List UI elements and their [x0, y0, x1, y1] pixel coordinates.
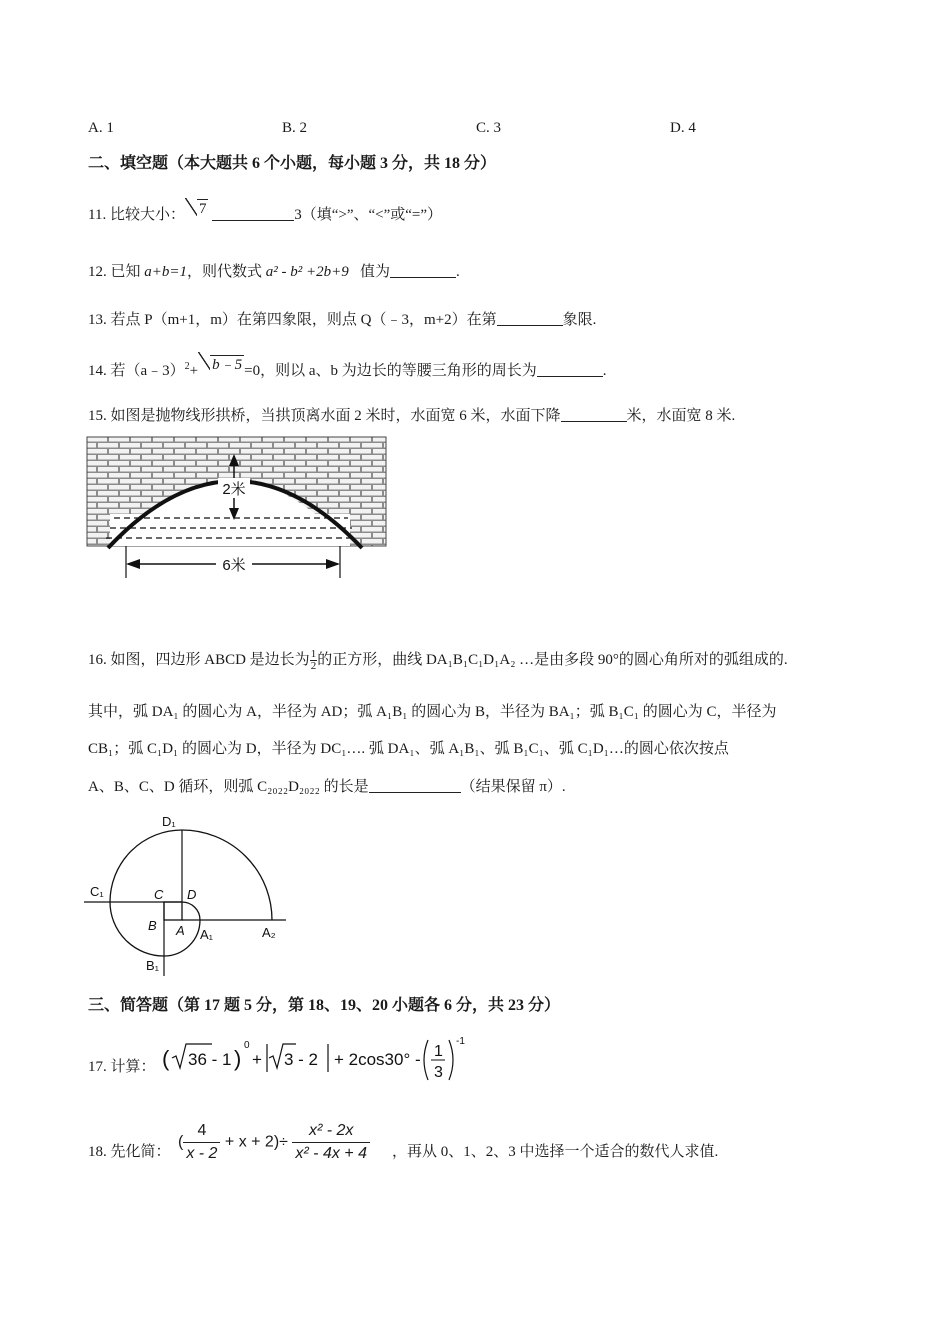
question-17-label: 17. 计算：: [88, 1059, 156, 1075]
q14-sqrt: [198, 350, 244, 380]
choice-d: D. 4: [670, 120, 696, 136]
question-16-line-4: [88, 777, 566, 797]
q18-fraction-1: $\frac{4}{x - 2}$: [183, 1120, 220, 1165]
q12-expression: a² - b² +2b+9: [265, 264, 349, 280]
svg-text:+: +: [252, 1050, 262, 1069]
question-13: [88, 310, 596, 330]
q11-answer-blank[interactable]: [212, 206, 294, 221]
question-12: 12. 已知 a+b=1，则代数式 a² - b² +2b+9 值为 .: [88, 264, 460, 280]
svg-text:-1: -1: [456, 1036, 465, 1047]
svg-text:3: 3: [434, 1064, 443, 1081]
question-16-line-3: CB₁；弧 C₁D₁ 的圆心为 D，半径为 DC₁…. 弧 DA₁、弧 A₁B₁、弧 B₁C₁、弧 C₁D₁…的圆心依次按点: [88, 741, 729, 757]
q13-text: 13. 若点 P（m+1，m）在第四象限，则点 Q（﹣3，m+2）在第: [88, 312, 497, 328]
label-d1: D₁: [162, 814, 176, 829]
q12-tail: 值为: [360, 264, 391, 280]
q12-mid: ，则代数式: [187, 264, 266, 280]
q15-text: 15. 如图是抛物线形拱桥，当拱顶离水面 2 米时，水面宽 6 米，水面下降: [88, 408, 561, 424]
q15-tail: 米，水面宽 8 米.: [626, 408, 736, 424]
q16-text-1b: 的正方形，曲线 DA₁B₁C₁D₁A₂ …是由多段 90°的圆心角所对的弧组成的.: [317, 652, 788, 668]
question-14: 14. 若（a﹣3）$^2$+ b﹣5 =0，则以 a、b 为边长的等腰三角形的周长为 .: [88, 350, 607, 386]
width-arrowhead-left: [126, 559, 140, 569]
q14-pre: 14. 若（a﹣3）: [88, 363, 185, 379]
q16-text-1a: 16. 如图，四边形 ABCD 是边长为: [88, 652, 310, 668]
label-a: A: [176, 923, 185, 938]
q13-tail: 象限.: [562, 312, 597, 328]
choice-c: C. 3: [476, 120, 502, 136]
label-a1: A₁: [200, 927, 214, 942]
q11-label: 11. 比较大小：: [88, 207, 185, 223]
section3-title: 三、简答题（第 17 题 5 分，第 18、19、20 小题各 6 分，共 23 分）: [88, 997, 561, 1014]
height-label: 2米: [222, 481, 246, 498]
q14-radicand: b﹣5: [212, 357, 243, 373]
q11-radicand: 7: [198, 201, 207, 217]
q14-tail: =0，则以 a、b 为边长的等腰三角形的周长为: [244, 363, 537, 379]
width-label: 6米: [222, 557, 246, 574]
q12-pre: 12. 已知: [88, 264, 145, 280]
question-18-tail: ，再从 0、1、2、3 中选择一个适合的数代人求值.: [392, 1144, 719, 1160]
question-15: [88, 406, 735, 426]
q15-answer-blank[interactable]: [561, 407, 627, 422]
q18-fraction-2: $\frac{\text{x² - 2x}}{\text{x² - 4x + 4}}$: [292, 1120, 370, 1165]
q13-answer-blank[interactable]: [497, 311, 563, 326]
question-18-label: 18. 先化简：: [88, 1144, 171, 1160]
q11-sqrt: [185, 196, 209, 222]
label-b: B: [148, 918, 157, 933]
choice-a: A. 1: [88, 120, 114, 136]
arch-bridge-figure: [86, 436, 388, 586]
svg-text:+ 2cos30° -: + 2cos30° -: [334, 1050, 421, 1069]
choice-b: B. 2: [282, 120, 308, 136]
q16-text-4b: （结果保留 π）.: [460, 779, 566, 795]
section2-title: 二、填空题（本大题共 6 个小题，每小题 3 分，共 18 分）: [88, 155, 497, 172]
svg-text:0: 0: [244, 1040, 250, 1051]
label-d: D: [187, 887, 197, 902]
q18-mid: + x + 2)÷: [224, 1133, 288, 1151]
square-abcd: [164, 902, 182, 920]
q14-answer-blank[interactable]: [537, 362, 603, 377]
water-area: [110, 514, 350, 546]
q12-answer-blank[interactable]: [390, 263, 456, 278]
question-11: [88, 196, 442, 228]
q16-answer-blank[interactable]: [369, 778, 461, 793]
question-16-line-1: [88, 645, 788, 675]
q16-fraction: $\frac{1}{2}$: [310, 648, 317, 673]
width-arrowhead-right: [326, 559, 340, 569]
question-16-line-2: 其中，弧 DA₁ 的圆心为 A，半径为 AD；弧 A₁B₁ 的圆心为 B，半径为 BA₁；弧 B₁C₁ 的圆心为 C，半径为: [88, 704, 777, 720]
svg-text:3 - 2: 3 - 2: [284, 1050, 319, 1069]
spiral-arcs-figure: [84, 810, 294, 980]
svg-text:1: 1: [434, 1043, 443, 1060]
q12-condition: a+b=1: [144, 264, 188, 280]
label-a2: A₂: [262, 925, 276, 940]
svg-text:(: (: [162, 1046, 170, 1071]
svg-text:36 - 1: 36 - 1: [188, 1050, 232, 1069]
q16-text-4a: A、B、C、D 循环，则弧 C₂₀₂₂D₂₀₂₂ 的长是: [88, 779, 369, 795]
label-c1: C₁: [90, 884, 104, 899]
label-c: C: [154, 887, 164, 902]
q17-expression: [160, 1034, 470, 1086]
svg-text:): ): [234, 1046, 242, 1071]
q11-tail: 3（填“>”、“<”或“=”）: [294, 207, 443, 223]
label-b1: B₁: [146, 958, 160, 973]
q18-expression: ( $\frac{4}{x - 2}$ + x + 2)÷ $\frac{\text{x² - 2x}}{\text{x² - 4x + 4}}$: [178, 1120, 370, 1165]
